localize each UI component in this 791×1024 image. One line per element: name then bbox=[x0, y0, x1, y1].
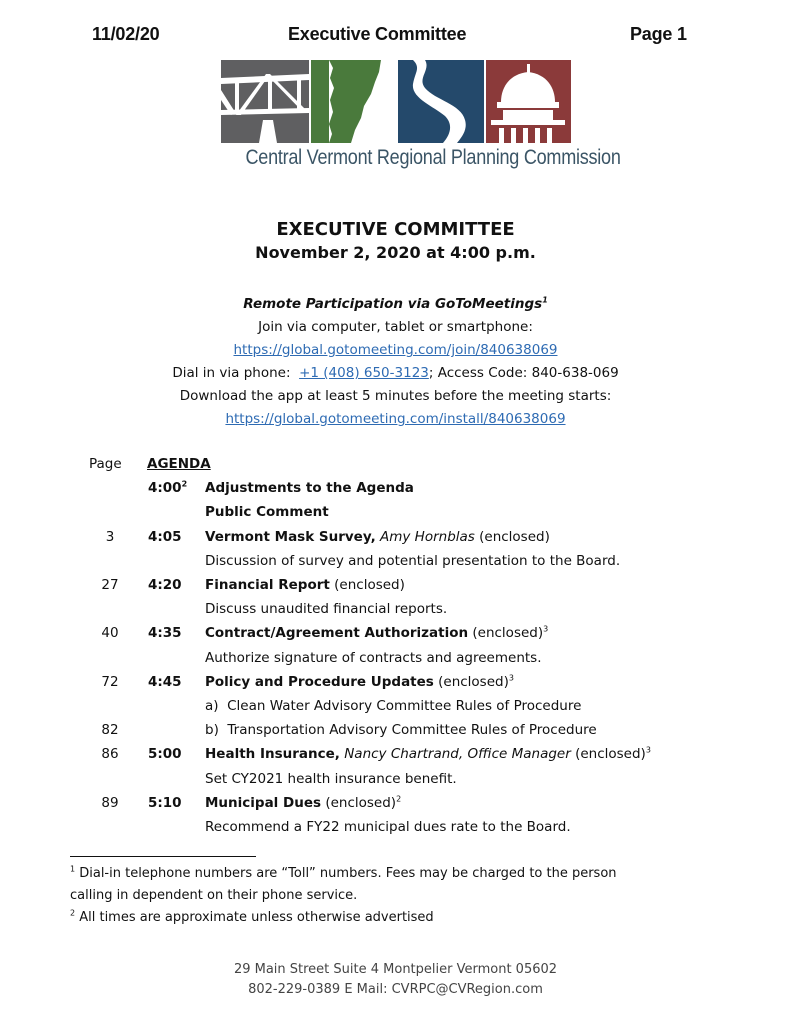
meeting-datetime: November 2, 2020 at 4:00 p.m. bbox=[255, 243, 536, 262]
agenda-item bbox=[205, 722, 597, 738]
bridge-icon bbox=[221, 60, 309, 143]
agenda-row bbox=[0, 819, 791, 841]
download-instructions: Download the app at least 5 minutes before the meeting starts: bbox=[179, 388, 612, 404]
agenda-item bbox=[205, 553, 620, 569]
access-code: ; Access Code: 840-638-069 bbox=[428, 365, 619, 381]
agenda-page-number: 89 bbox=[101, 795, 119, 811]
agenda-row bbox=[0, 577, 791, 599]
remote-label: Remote Participation via GoToMeetings bbox=[243, 296, 543, 312]
agenda-row bbox=[0, 601, 791, 623]
footnote-ref: 2 bbox=[181, 479, 188, 489]
agenda-page-number: 72 bbox=[101, 674, 119, 690]
agenda-time-text: 5:00 bbox=[148, 746, 182, 762]
agenda-item-detail: (enclosed) bbox=[329, 577, 405, 593]
agenda-page-number: 40 bbox=[101, 625, 119, 641]
footnote-text: All times are approximate unless otherwise advertised bbox=[75, 910, 434, 925]
agenda-time-text: 4:05 bbox=[148, 529, 182, 545]
header-page-number: Page 1 bbox=[630, 24, 687, 44]
agenda-item-detail: Recommend a FY22 municipal dues rate to the Board. bbox=[205, 819, 571, 835]
footnote-ref: 1 bbox=[542, 295, 548, 305]
agenda-item bbox=[205, 674, 514, 690]
agenda-page-number: 27 bbox=[101, 577, 119, 593]
agenda-item-detail: (enclosed) bbox=[321, 795, 397, 811]
agenda-item-detail: Set CY2021 health insurance benefit. bbox=[205, 771, 457, 787]
agenda-time-text: 4:20 bbox=[148, 577, 182, 593]
agenda-item-presenter: Amy Hornblas bbox=[375, 529, 475, 545]
agenda-time-text: 4:35 bbox=[148, 625, 182, 641]
footnote-number: 1 bbox=[70, 864, 76, 874]
agenda-item-detail: a) Clean Water Advisory Committee Rules of Procedure bbox=[205, 698, 582, 714]
page-column-header: Page bbox=[89, 456, 122, 472]
agenda-page-number: 82 bbox=[101, 722, 119, 738]
agenda-column-header: AGENDA bbox=[147, 456, 211, 472]
agenda-item bbox=[205, 480, 414, 496]
meeting-title: EXECUTIVE COMMITTEE bbox=[276, 219, 515, 240]
dial-in-line bbox=[0, 365, 791, 381]
agenda-item-title: Financial Report bbox=[205, 577, 330, 593]
address-line: 29 Main Street Suite 4 Montpelier Vermont 05602 bbox=[233, 962, 558, 977]
dial-number-link[interactable]: +1 (408) 650-3123 bbox=[299, 365, 429, 381]
join-link[interactable]: https://global.gotomeeting.com/join/840638069 bbox=[233, 342, 558, 358]
agenda-item bbox=[205, 577, 405, 593]
agenda-item bbox=[205, 650, 542, 666]
agenda-item-title: Health Insurance, bbox=[205, 746, 340, 762]
agenda-time bbox=[148, 795, 182, 811]
agenda-item bbox=[205, 529, 550, 545]
agenda-item bbox=[205, 795, 401, 811]
agenda-row bbox=[0, 795, 791, 817]
agenda-page-number: 3 bbox=[105, 529, 115, 545]
org-name: Central Vermont Regional Planning Commission bbox=[245, 146, 621, 169]
agenda-item bbox=[205, 601, 447, 617]
footnote-text: Dial-in telephone numbers are “Toll” numbers. Fees may be charged to the person bbox=[75, 866, 617, 881]
vermont-map-icon bbox=[311, 60, 396, 143]
agenda-item-title: Policy and Procedure Updates bbox=[205, 674, 434, 690]
agenda-row bbox=[0, 504, 791, 526]
agenda-item bbox=[205, 625, 548, 641]
agenda-row bbox=[0, 722, 791, 744]
agenda-item bbox=[205, 698, 581, 714]
agenda-row bbox=[0, 674, 791, 696]
agenda-item-detail: (enclosed) bbox=[570, 746, 646, 762]
agenda-item-title: Contract/Agreement Authorization bbox=[205, 625, 469, 641]
agenda-item-detail: (enclosed) bbox=[433, 674, 509, 690]
agenda-item-title: Adjustments to the Agenda bbox=[205, 480, 414, 496]
agenda-item-detail: (enclosed) bbox=[468, 625, 544, 641]
agenda-time bbox=[148, 480, 187, 496]
agenda-item bbox=[205, 504, 329, 520]
agenda-item-title: Public Comment bbox=[205, 504, 329, 520]
join-instructions: Join via computer, tablet or smartphone: bbox=[258, 319, 533, 335]
agenda-time bbox=[148, 577, 182, 593]
header-title: Executive Committee bbox=[288, 24, 467, 44]
agenda-item bbox=[205, 771, 457, 787]
agenda-row bbox=[0, 625, 791, 647]
footnote-1-continued: calling in dependent on their phone service. bbox=[70, 888, 358, 903]
agenda-row bbox=[0, 480, 791, 502]
agenda-row bbox=[0, 746, 791, 768]
agenda-item-title: Vermont Mask Survey, bbox=[205, 529, 376, 545]
agenda-row bbox=[0, 771, 791, 793]
footnote-1 bbox=[70, 866, 617, 881]
contact-line: 802-229-0389 E Mail: CVRPC@CVRegion.com bbox=[248, 982, 543, 997]
agenda-header-row bbox=[0, 456, 791, 478]
footnote-ref: 3 bbox=[508, 673, 514, 683]
footnote-2 bbox=[70, 910, 434, 925]
agenda-page-number: 86 bbox=[101, 746, 119, 762]
agenda-item-presenter: Nancy Chartrand, Office Manager bbox=[339, 746, 571, 762]
agenda-time-text: 5:10 bbox=[148, 795, 182, 811]
footnote-number: 2 bbox=[70, 908, 76, 918]
agenda-item-detail: b) Transportation Advisory Committee Rules of Procedure bbox=[205, 722, 597, 738]
dial-prefix: Dial in via phone: bbox=[172, 365, 291, 381]
agenda-row bbox=[0, 698, 791, 720]
agenda-time bbox=[148, 529, 182, 545]
agenda-item-detail: Authorize signature of contracts and agreements. bbox=[205, 650, 542, 666]
agenda-row bbox=[0, 650, 791, 672]
footnote-ref: 2 bbox=[396, 794, 402, 804]
agenda-time bbox=[148, 674, 182, 690]
agenda-item bbox=[205, 746, 651, 762]
agenda-item-detail: (enclosed) bbox=[474, 529, 550, 545]
capitol-dome-icon bbox=[486, 60, 571, 143]
agenda-item-detail: Discuss unaudited financial reports. bbox=[205, 601, 448, 617]
footnote-divider bbox=[70, 856, 256, 857]
agenda-time bbox=[148, 625, 182, 641]
agenda-item-detail: Discussion of survey and potential presentation to the Board. bbox=[205, 553, 621, 569]
agenda-row bbox=[0, 553, 791, 575]
footnote-ref: 3 bbox=[543, 624, 549, 634]
agenda-time-text: 4:45 bbox=[148, 674, 182, 690]
footnote-ref: 3 bbox=[645, 745, 651, 755]
install-link[interactable]: https://global.gotomeeting.com/install/840638069 bbox=[225, 411, 566, 427]
agenda-time bbox=[148, 746, 182, 762]
agenda-item-title: Municipal Dues bbox=[205, 795, 322, 811]
river-icon bbox=[398, 60, 484, 143]
remote-participation-heading bbox=[0, 296, 791, 312]
join-link-line bbox=[0, 342, 791, 358]
install-link-line bbox=[0, 411, 791, 427]
agenda-row bbox=[0, 529, 791, 551]
agenda-time-text: 4:00 bbox=[148, 480, 182, 496]
agenda-item bbox=[205, 819, 571, 835]
header-date: 11/02/20 bbox=[92, 24, 160, 44]
